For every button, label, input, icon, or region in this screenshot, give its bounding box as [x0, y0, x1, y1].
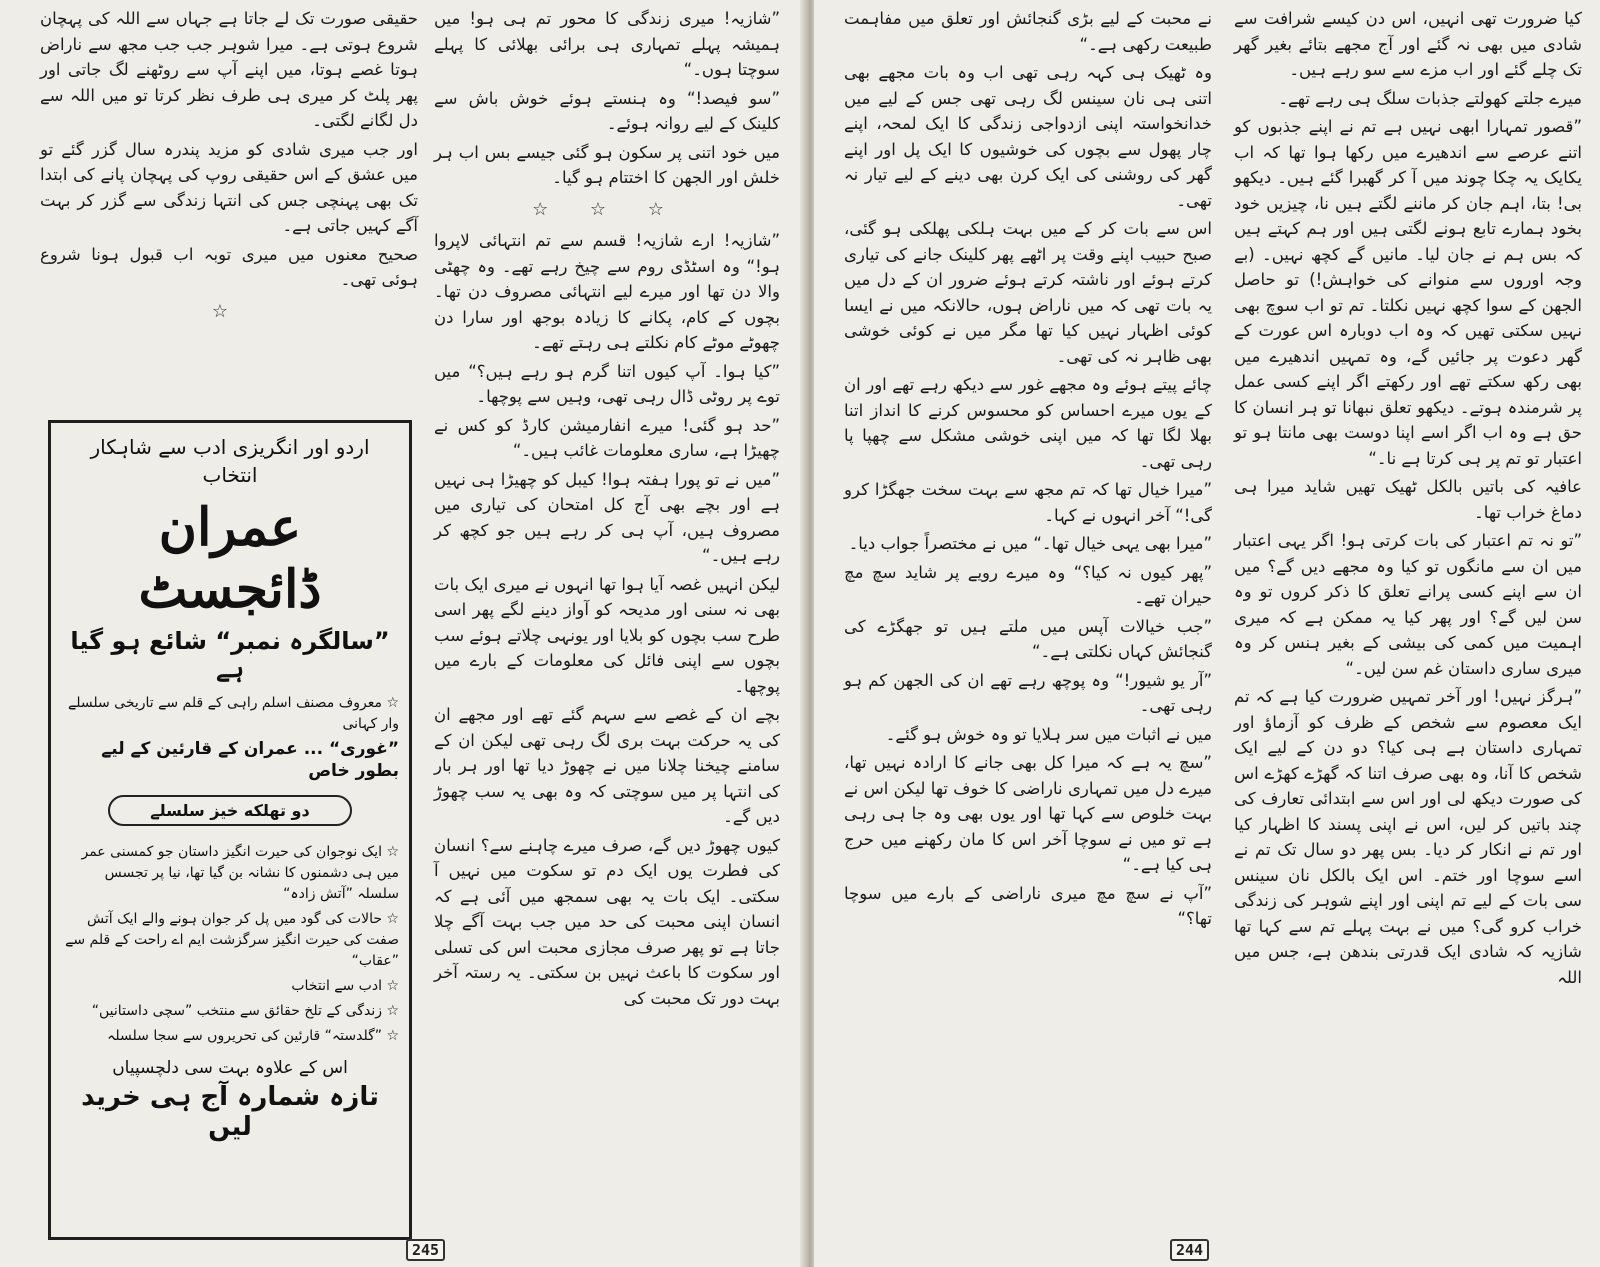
- paragraph: میں خود اتنی پر سکون ہو گئی جیسے بس اب ہر خلش اور الجھن کا اختتام ہو گیا۔: [434, 142, 780, 187]
- paragraph: ”میرا خیال تھا کہ تم مجھ سے بہت سخت جھگڑا کرو گی!“ آخر انہوں نے کہا۔: [844, 480, 1212, 525]
- left-page-column-left-text: [40, 6, 418, 293]
- ad-announcement: ”سالگرہ نمبر“ شائع ہو گیا ہے: [70, 627, 390, 683]
- page-number: 245: [406, 1239, 445, 1261]
- paragraph: کیا ضرورت تھی انہیں، اس دن کیسے شرافت سے شادی میں بھی نہ گئے اور آج مجھے بتائے بغیر گھر تک چلے گئے اور اب مزے سے سو رہے ہیں۔: [1234, 9, 1582, 79]
- paragraph: کیوں چھوڑ دیں گے، صرف میرے چاہنے سے؟ انسان کی فطرت یوں ایک دم تو سکوت میں نہیں آ سکتی۔ ایک بات یہ بھی سمجھ میں آئی ہے کہ انسان اپنی محبت کی حد میں جب بہت آگے چلا جاتا ہے تو پھر صرف مجازی محبت اس کی تسلی اور سکوت کا باعث نہیں بن سکتی۔ یہ رستہ آخر بہت دور تک محبت کی: [434, 835, 780, 1008]
- right-page-column-right: [1234, 6, 1582, 993]
- right-page: [814, 0, 1600, 1267]
- paragraph: حقیقی صورت تک لے جاتا ہے جہاں سے اللہ کی پہچان شروع ہوتی ہے۔ میرا شوہر جب جب مجھ سے ناراض ہوتا غصے ہوتا، میں اپنے آپ سے روٹھنے لگ جاتی اور پھر پلٹ کر میری ہی طرف نظر کرتا تو میں اللہ سے دل لگانے لگتی۔: [40, 9, 418, 130]
- ad-item: ☆ ادب سے انتخاب: [291, 978, 399, 994]
- paragraph: ”آر یو شیور!“ وہ پوچھ رہے تھے ان کی الجھن کم ہو رہی تھی۔: [844, 670, 1212, 715]
- paragraph: ”کیا ہوا۔ آپ کیوں اتنا گرم ہو رہے ہیں؟“ میں توے پر روٹی ڈال رہی تھی، وہیں سے پوچھا۔: [434, 361, 780, 406]
- page-number: 244: [1170, 1239, 1209, 1261]
- ad-item-bold: ”غوری“ ... عمران کے قارئین کے لیے بطور خاص: [101, 739, 399, 781]
- paragraph: ”حد ہو گئی! میرے انفارمیشن کارڈ کو کس نے چھیڑا ہے، ساری معلومات غائب ہیں۔“: [434, 415, 780, 460]
- paragraph: ”میرا بھی یہی خیال تھا۔“ میں نے مختصراً جواب دیا۔: [848, 534, 1212, 553]
- paragraph: ”شازیہ! میری زندگی کا محور تم ہی ہو! میں ہمیشہ پہلے تمہاری ہی برائی بھلائی کا پہلے سوچتا ہوں۔“: [434, 9, 780, 79]
- section-break-stars: ☆ ☆ ☆: [532, 198, 682, 220]
- paragraph: صحیح معنوں میں میری توبہ اب قبول ہونا شروع ہوئی تھی۔: [40, 244, 418, 289]
- ad-call-to-action: تازہ شمارہ آج ہی خرید لیں: [81, 1082, 379, 1142]
- ad-brand-logo: عمران ڈائجسٹ: [138, 497, 322, 620]
- right-page-column-left: [844, 6, 1212, 935]
- paragraph: وہ ٹھیک ہی کہہ رہی تھی اب وہ بات مجھے بھی اتنی ہی نان سینس لگ رہی تھی جس کے لیے میں خدانخواستہ اپنی ازدواجی زندگی کا ایک لمحہ، اپنے چار پھول سے بچوں کی خوشیوں کا ایک پل اور اپنے گھر کی روشنی کی ایک کرن بھی دینے کے لیے تیار نہ تھی۔: [844, 63, 1212, 210]
- paragraph: ”قصور تمہارا ابھی نہیں ہے تم نے اپنے جذبوں کو اتنے عرصے سے اندھیرے میں رکھا ہوا تھا کہ اب یکایک یہ چکا چوند میں آ کر گھبرا گئے ہیں۔ دیکھو بی! بتا، اہم جان کر ماننے لگتے ہیں نا، چیزیں خود بخود ہمارے تابع ہونے لگتی ہیں اور ہم کہتے ہیں کہ بس ہم نے جان لیا۔ مانیں گے کچھ نہیں۔ (بے وجہ اوروں سے منوانے کی خواہش!) تو حاصل الجھن کے سوا کچھ نہیں نکلتا۔ تم تو اب سوچ بھی نہیں سکتی تھیں کہ وہ اب دوبارہ اس عورت کے گھر دعوت پر جائیں گے، وہ تمہیں اندھیرے میں بھی رکھ سکتے تھے اور رکھتے اگر اپنے کسی عمل پر شرمندہ ہوتے۔ دیکھو تعلق نبھانا تو ہر انسان کا حق ہے وہ اب اگر اسے اپنا دوست بھی مانتا ہو تو اعتبار تو تم پر ہی کرتا ہے نا۔“: [1234, 117, 1582, 468]
- ad-item: ☆ ایک نوجوان کی حیرت انگیز داستان جو کمسنی عمر میں ہی دشمنوں کا نشانہ بن گیا تھا، نیا پر تجسس سلسلہ ”آتش زادہ“: [81, 844, 399, 902]
- paragraph: ”ہرگز نہیں! اور آخر تمہیں ضرورت کیا ہے کہ تم ایک معصوم سے شخص کے ظرف کو آزماؤ اور تمہاری داستان ہے ہی کیا؟ دو دن کے لیے ایک شخص کا آنا، وہ بھی صرف اتنا کہ گھڑے کھڑے اس کی صورت دیکھ لی اور اس سے ابتدائی تعارف کی چند باتیں کر لیں، اس نے اپنی پسند کا اظہار کیا اور تم نے انکار کر دیا۔ بس پھر دو سال تک تم نے اسے سوچا اور ختم۔ اس ایک بالکل نان سینس سی بات کے لیے تم اپنی اور اپنے شوہر کی زندگی خراب کرو گی؟ میں نے بہت پہلے تم سے کہا تھا شازیہ کہ شادی ایک قدرتی بندھن ہے، جس میں اللہ: [1234, 687, 1582, 987]
- paragraph: ”تو نہ تم اعتبار کی بات کرتی ہو! اگر یہی اعتبار میں ان سے مانگوں تو کیا وہ مجھے دیں گے؟ میں ان سے اپنے کسی پرانے تعلق کا ذکر کروں تو وہ سن لیں گے؟ اور پھر کیا یہ ممکن ہے کہ میری اہمیت میں کمی کی بیشی کے بغیر ہنس کر وہ میری ساری داستان غم سن لیں۔“: [1234, 531, 1582, 678]
- paragraph: میرے جلتے کھولتے جذبات سلگ ہی رہے تھے۔: [1278, 88, 1582, 108]
- ad-item: ☆ زندگی کے تلخ حقائق سے منتخب ”سچی داستانیں“: [91, 1003, 399, 1019]
- paragraph: ”سچ یہ ہے کہ میرا کل بھی جانے کا ارادہ نہیں تھا، میرے دل میں تمہاری ناراضی کا خوف تھا لیکن اس نے بہت خلوص سے کہا تھا اور یوں بھی وہ جا ہی رہی ہے تو میں نے سوچا آخر اس کا مان رکھنے میں حرج ہی کیا ہے۔“: [844, 753, 1212, 874]
- paragraph: ”آپ نے سچ مچ میری ناراضی کے بارے میں سوچا تھا؟“: [844, 883, 1212, 928]
- paragraph: لیکن انہیں غصہ آیا ہوا تھا انہوں نے میری ایک بات بھی نہ سنی اور مدیحہ کو آواز دینے لگے پھر اسی طرح سب بچوں کو بلایا اور یونہی چلاتے ہوئے سب بچوں سے اپنی فائل کی معلومات کے بارے میں پوچھا۔: [433, 574, 780, 696]
- ad-pill-label: دو تهلکه خیز سلسلے: [108, 795, 351, 826]
- paragraph: اس سے بات کر کے میں بہت ہلکی پھلکی ہو گئی، صبح حبیب اپنے وقت پر اٹھے پھر کلینک جانے کی تیاری کرتے ہوئے اور ناشتہ کرتے ہوئے ضرور ان کے دل میں یہ بات تھی کہ میں ناراض ہوں، حالانکہ میں نے ایسا کوئی اظہار نہیں کیا تھا مگر میں نے کوئی خوشی بھی ظاہر نہ کی تھی۔: [844, 219, 1212, 366]
- advertisement-box: [48, 420, 412, 1240]
- ad-item: ☆ ”گلدستہ“ قارئین کی تحریروں سے سجا سلسلہ: [107, 1028, 399, 1044]
- paragraph: اور جب میری شادی کو مزید پندرہ سال گزر گئے تو میں عشق کے اس حقیقی روپ کی پہچان پانے کی ابتدا تک بھی پہنچی جس کی انتہا زندگی سے گزر کر بہت آگے کہیں جاتی ہے۔: [40, 139, 418, 235]
- ad-tagline: اردو اور انگریزی ادب سے شاہکار انتخاب: [90, 435, 370, 487]
- paragraph: میں نے اثبات میں سر ہلایا تو وہ خوش ہو گئے۔: [885, 724, 1212, 744]
- ad-misc: اس کے علاوہ بہت سی دلچسپیاں: [112, 1058, 348, 1078]
- paragraph: ”شازیہ! ارے شازیہ! قسم سے تم انتہائی لاپروا ہو!“ وہ اسٹڈی روم سے چیخ رہے تھے۔ وہ چھٹی والا دن تھا اور میرے لیے انتہائی مصروف دن تھا۔ بچوں کے کام، پکانے کا زیادہ بوجھ اور سارا دن چھوٹے موٹے کام نکلتے ہی رہتے تھے۔: [434, 231, 780, 352]
- end-star-icon: ☆: [211, 300, 247, 322]
- paragraph: بچے ان کے غصے سے سہم گئے تھے اور مجھے ان کی یہ حرکت بہت بری لگ رہی تھی لیکن ان کے سامنے چیخنا چلانا میں نے چھوڑ دیا تھا اور ہر بار کی انتہا پر میں سوچتی کہ وہ بھی یہ سب چھوڑ دیں گے۔: [434, 705, 780, 826]
- ad-item: ☆ معروف مصنف اسلم راہی کے قلم سے تاریخی سلسلے وار کہانی: [68, 695, 399, 732]
- paragraph: ”میں نے تو پورا ہفتہ ہوا! کیبل کو چھیڑا ہی نہیں ہے اور بچے بھی آج کل امتحان کی تیاری میں مصروف ہیں، آپ ہی کر رہے ہیں جو کچھ کر رہے ہیں۔“: [434, 469, 780, 565]
- paragraph: چائے پیتے ہوئے وہ مجھے غور سے دیکھ رہے تھے اور ان کے یوں میرے احساس کو محسوس کرنے کا انداز اتنا بھلا لگا تھا کہ میں اپنی خوشی مشکل سے چھپا پا رہی تھی۔: [844, 375, 1212, 471]
- paragraph: ”جب خیالات آپس میں ملتے ہیں تو جھگڑے کی گنجائش کہاں نکلتی ہے۔“: [844, 616, 1212, 661]
- ad-item: [61, 739, 399, 783]
- paragraph: نے محبت کے لیے بڑی گنجائش اور تعلق میں مفاہمت طبیعت رکھی ہے۔“: [844, 9, 1212, 54]
- left-page-column-left: [40, 6, 418, 330]
- paragraph: ”سو فیصد!“ وہ ہنستے ہوئے خوش باش سے کلینک کے لیے روانہ ہوئے۔: [434, 88, 780, 133]
- left-page-column-right: [434, 6, 780, 1014]
- paragraph: ”پھر کیوں نہ کیا؟“ وہ میرے رویے پر شاید سچ مچ حیران تھے۔: [844, 562, 1212, 607]
- ad-item: ☆ حالات کی گود میں پل کر جوان ہونے والے ایک آتش صفت کی حیرت انگیز سرگزشت ایم اے راحت کے قلم سے ”عقاب“: [65, 911, 399, 969]
- paragraph: عافیہ کی باتیں بالکل ٹھیک تھیں شاید میرا ہی دماغ خراب تھا۔: [1234, 477, 1582, 522]
